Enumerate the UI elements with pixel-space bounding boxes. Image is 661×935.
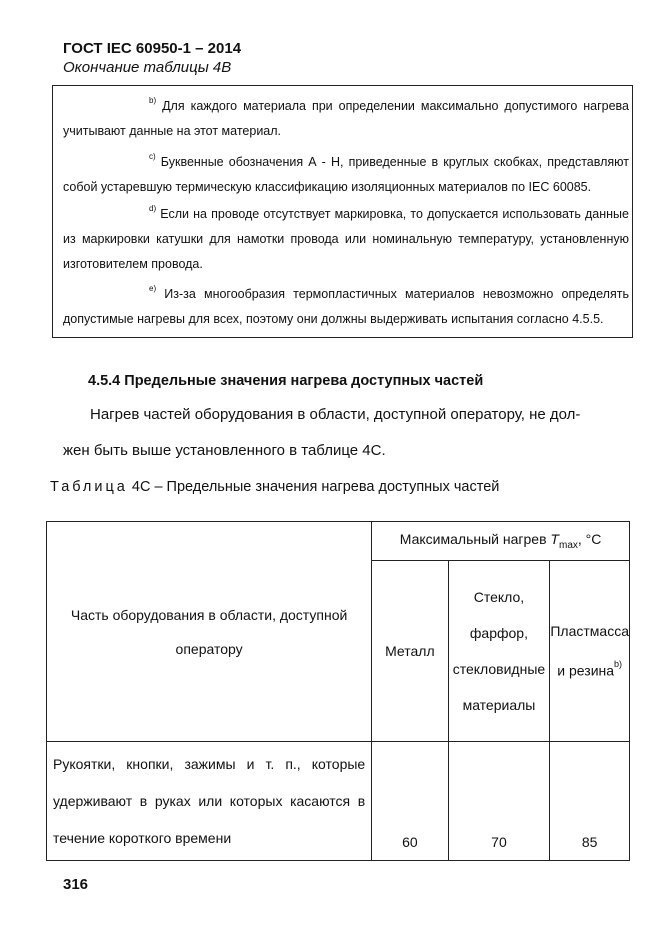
max-subscript: max: [558, 539, 578, 551]
footnote-text: Для каждого материала при определении максимально допустимого нагрева учитывают данные на этот материал.: [63, 99, 629, 139]
row-metal-value: 60: [372, 742, 448, 861]
header-glass: Стекло, фарфор, стекловидные материалы: [448, 561, 550, 742]
footnote-mark: b): [149, 96, 157, 105]
table-4c: [46, 521, 630, 861]
header-max-heating: [372, 522, 630, 561]
header-plastic: [550, 561, 630, 742]
table-caption-word: Таблица: [50, 479, 128, 495]
row-glass-value: 70: [448, 742, 550, 861]
standard-title: ГОСТ IEC 60950-1 – 2014: [63, 40, 242, 57]
footnote-text: Буквенные обозначения А - Н, приведенные в круглых скобках, представляют собой устаревшую термическую классификацию изоляционных материалов по IEC 60085.: [63, 155, 629, 195]
footnote-mark: d): [149, 204, 157, 213]
table-continuation-title: Окончание таблицы 4В: [63, 59, 232, 76]
max-symbol: T: [550, 531, 559, 548]
paragraph-line: Нагрев частей оборудования в области, доступной оператору, не дол-: [90, 406, 581, 423]
table-row: [47, 742, 630, 861]
max-unit: , °С: [577, 531, 602, 548]
row-part: Рукоятки, кнопки, зажимы и т. п., которые удерживают в руках или которых касаются в течение короткого времени: [47, 742, 372, 861]
max-label: Максимальный нагрев: [399, 531, 547, 548]
footnote-text: Если на проводе отсутствует маркировка, то допускается использовать данные из маркировки катушки для намотки провода или номинальную температуру, установленную изготовителем провода.: [63, 207, 629, 272]
footnote-text: Из-за многообразия термопластичных материалов невозможно определять допустимые нагревы для всех, поэтому они должны выдерживать испытания согласно 4.5.5.: [63, 287, 629, 327]
header-plastic-label: Пластмасса и резина: [550, 623, 629, 679]
row-plastic-value: 85: [550, 742, 630, 861]
footnote-c: [63, 146, 629, 200]
section-heading: 4.5.4 Предельные значения нагрева доступных частей: [88, 373, 484, 389]
footnote-d: [63, 198, 629, 277]
footnote-b: [63, 90, 629, 144]
header-plastic-ref: b): [614, 659, 623, 670]
footnote-e: [63, 278, 629, 332]
table-caption-text: 4С – Предельные значения нагрева доступных частей: [131, 479, 500, 495]
page-number: 316: [63, 876, 89, 893]
footnote-mark: e): [149, 284, 157, 293]
paragraph-line: жен быть выше установленного в таблице 4С.: [63, 442, 386, 459]
header-metal: Металл: [372, 561, 448, 742]
table-4b-footnotes-box: [52, 85, 633, 338]
table-caption: [50, 479, 499, 495]
footnote-mark: c): [149, 152, 156, 161]
header-equipment-part: Часть оборудования в области, доступной оператору: [47, 522, 372, 742]
